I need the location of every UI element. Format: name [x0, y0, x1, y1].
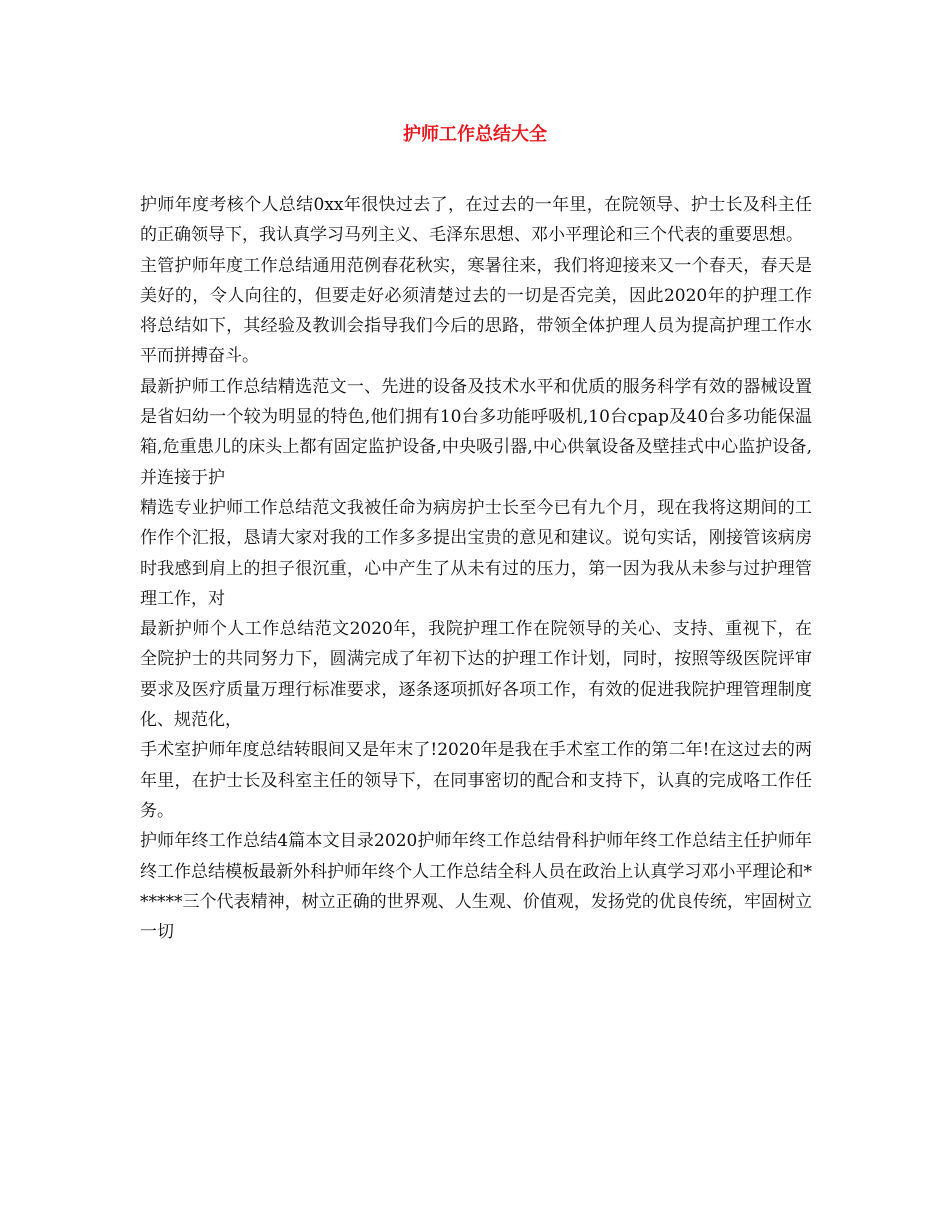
paragraph: 手术室护师年度总结转眼间又是年末了!2020年是我在手术室工作的第二年!在这过去的两年里，在护士长及科室主任的领导下，在同事密切的配合和支持下，认真的完成咯工作任务。 [140, 740, 812, 821]
paragraph: 护师年度考核个人总结0xx年很快过去了，在过去的一年里，在院领导、护士长及科主任的正确领导下，我认真学习马列主义、毛泽东思想、邓小平理论和三个代表的重要思想。 [140, 195, 812, 246]
paragraph: 最新护师个人工作总结范文2020年，我院护理工作在院领导的关心、支持、重视下，在全院护士的共同努力下，圆满完成了年初下达的护理工作计划，同时，按照等级医院评审要求及医疗质量万理行标准要求，逐条逐项抓好各项工作，有效的促进我院护理管理制度化、规范化， [140, 619, 812, 731]
paragraph: 精选专业护师工作总结范文我被任命为病房护士长至今已有九个月，现在我将这期间的工作作个汇报，恳请大家对我的工作多多提出宝贵的意见和建议。说句实话，刚接管该病房时我感到肩上的担子很沉重，心中产生了从未有过的压力，第一因为我从未参与过护理管理工作，对 [140, 497, 812, 609]
paragraph: 护师年终工作总结4篇本文目录2020护师年终工作总结骨科护师年终工作总结主任护师年终工作总结模板最新外科护师年终个人工作总结全科人员在政治上认真学习邓小平理论和******三个代表精神，树立正确的世界观、人生观、价值观，发扬党的优良传统，牢固树立一切 [140, 831, 812, 943]
paragraph: 主管护师年度工作总结通用范例春花秋实，寒暑往来，我们将迎接来又一个春天，春天是美好的，令人向往的，但要走好必须清楚过去的一切是否完美，因此2020年的护理工作将总结如下，其经验及教训会指导我们今后的思路，带领全体护理人员为提高护理工作水平而拼搏奋斗。 [140, 255, 812, 367]
document-body [140, 190, 812, 947]
document-title: 护师工作总结大全 [403, 124, 547, 145]
paragraph: 最新护师工作总结精选范文一、先进的设备及技术水平和优质的服务科学有效的器械设置是省妇幼一个较为明显的特色,他们拥有10台多功能呼吸机,10台cpap及40台多功能保温箱,危重患儿的床头上都有固定监护设备,中央吸引器,中心供氧设备及壁挂式中心监护设备,并连接于护 [140, 376, 812, 488]
